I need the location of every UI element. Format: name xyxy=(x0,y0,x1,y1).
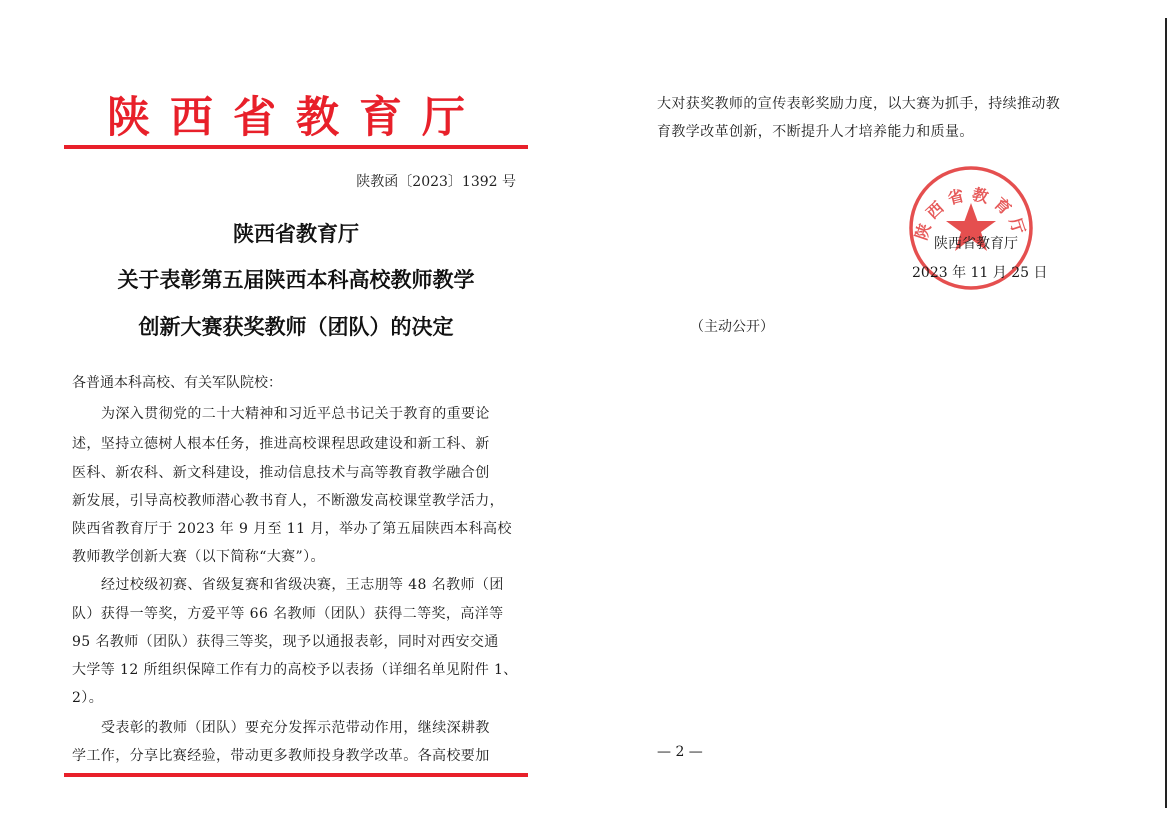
header-red-rule xyxy=(64,145,528,149)
body-line: 学工作，分享比赛经验，带动更多教师投身教学改革。各高校要加 xyxy=(72,748,490,764)
body-line: 医科、新农科、新文科建设，推动信息技术与高等教育教学融合创 xyxy=(72,465,490,481)
body-line: 陕西省教育厅于 2023 年 9 月至 11 月，举办了第五届陕西本科高校 xyxy=(72,521,512,537)
signature-date: 2023 年 11 月 25 日 xyxy=(912,265,1048,281)
body-line: 2）。 xyxy=(72,690,104,706)
signature-organization: 陕西省教育厅 xyxy=(934,236,1018,252)
body-line: 育教学改革创新，不断提升人才培养能力和质量。 xyxy=(657,124,974,140)
body-line: 教师教学创新大赛（以下简称“大赛”）。 xyxy=(72,549,325,565)
body-line: 经过校级初赛、省级复赛和省级决赛，王志朋等 48 名教师（团 xyxy=(101,577,504,593)
publicity-label: （主动公开） xyxy=(690,319,774,335)
body-line: 大对获奖教师的宣传表彰奖励力度，以大赛为抓手，持续推动教 xyxy=(657,96,1061,112)
document-title-line-1: 陕西省教育厅 xyxy=(233,222,359,246)
body-line: 受表彰的教师（团队）要充分发挥示范带动作用，继续深耕教 xyxy=(101,720,490,736)
page-edge-divider xyxy=(1165,18,1167,808)
document-title-line-2: 关于表彰第五届陕西本科高校教师教学 xyxy=(117,268,475,292)
footer-red-rule xyxy=(64,773,528,777)
body-line: 述，坚持立德树人根本任务，推进高校课程思政建设和新工科、新 xyxy=(72,436,490,452)
salutation: 各普通本科高校、有关军队院校： xyxy=(72,375,282,391)
body-line: 新发展，引导高校教师潜心教书育人，不断激发高校课堂教学活力， xyxy=(72,493,504,509)
document-title-line-3: 创新大赛获奖教师（团队）的决定 xyxy=(138,315,454,339)
document-number: 陕教函〔2023〕1392 号 xyxy=(356,174,516,190)
body-line: 95 名教师（团队）获得三等奖，现予以通报表彰，同时对西安交通 xyxy=(72,634,499,650)
body-line: 大学等 12 所组织保障工作有力的高校予以表扬（详细名单见附件 1、 xyxy=(72,662,518,678)
body-line: 为深入贯彻党的二十大精神和习近平总书记关于教育的重要论 xyxy=(101,406,490,422)
body-line: 队）获得一等奖，方爱平等 66 名教师（团队）获得二等奖，高洋等 xyxy=(72,606,504,622)
seal-lettering: 陕西省教育厅 xyxy=(911,184,1031,243)
issuer-header: 陕西省教育厅 xyxy=(107,93,485,143)
page-number: — 2 — xyxy=(657,744,703,760)
